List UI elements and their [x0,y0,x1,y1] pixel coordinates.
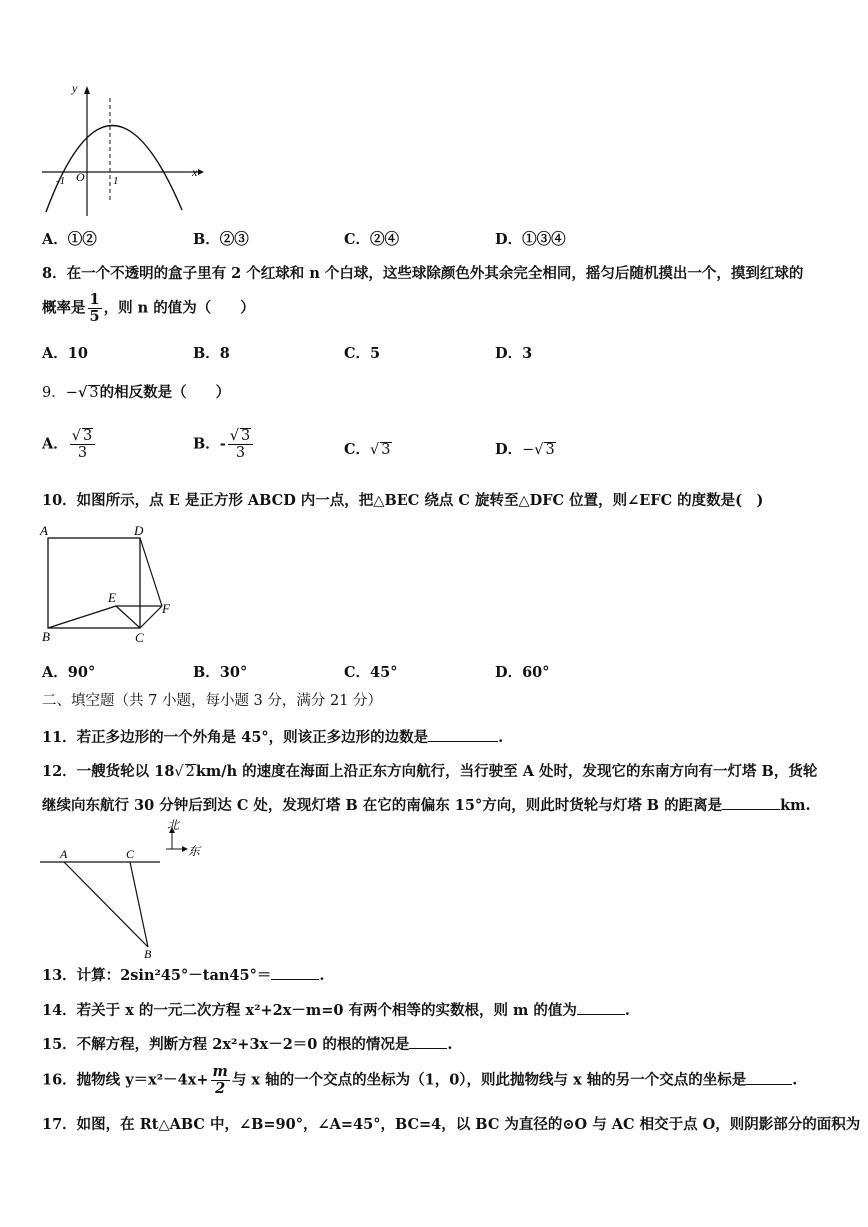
q10-option-a: A．90° [42,664,96,681]
q10-label-b: B [42,629,50,644]
q8-option-c: C．5 [344,345,381,362]
q9-option-d: D．−√ 3 [495,441,555,458]
q17-question: 17．如图，在 Rt△ABC 中，∠B=90°，∠A=45°，BC=4，以 BC 为直径的⊙O 与 AC 相交于点 O，则阴影部分的面积为 [42,1116,861,1133]
q12-question-line2: 继续向东航行 30 分钟后到达 C 处，发现灯塔 B 在它的南偏东 15°方向，则此时货轮与灯塔 B 的距离是 km. [42,797,811,814]
q14-question: 14．若关于 x 的一元二次方程 x²+2x－m=0 有两个相等的实数根，则 m 的值为 . [42,1002,630,1019]
q10-label-d: D [134,523,144,538]
q10-option-d: D．60° [495,664,550,681]
q10-question: 10．如图所示，点 E 是正方形 ABCD 内一点，把△BEC 绕点 C 旋转至△DFC 位置，则∠EFC 的度数是( ) [42,492,764,509]
q12-label-b: B [144,947,152,960]
graph-label-x: x [192,165,198,179]
q8-question-line1: 8．在一个不透明的盒子里有 2 个红球和 n 个白球，这些球除颜色外其余完全相同，摇匀后随机摸出一个，摸到红球的 [42,265,804,282]
q10-option-b: B．30° [193,664,248,681]
q16-question: 16．抛物线 y＝x²－4x+ $\frac{m}{2}$ 与 x 轴的一个交点的坐标为（1，0），则此抛物线与 x 轴的另一个交点的坐标是 . [42,1063,798,1097]
q15-question: 15．不解方程，判断方程 2x²+3x－2＝0 的根的情况是 . [42,1036,453,1053]
q8-question-line2: 概率是 $\frac{1}{5}$ ，则 n 的值为（ ） [42,291,255,325]
graph-label-neg1: -1 [56,175,66,187]
q7-option-d: D．①③④ [495,231,566,248]
q12-question-line1: 12．一艘货轮以 18√ 2km/h 的速度在海面上沿正东方向航行，当行驶至 A 处时，发现它的东南方向有一灯塔 B，货轮 [42,763,818,780]
q8-option-a: A．10 [42,345,88,362]
q10-label-c: C [135,630,144,645]
q7-option-a: A．①② [42,231,97,248]
q12-label-a: A [60,847,68,861]
q10-label-a: A [40,523,48,538]
q12-label-east: 东 [188,844,201,858]
q9-option-a: A． $\frac{√ 3}{3}$ [42,428,97,461]
q7-option-b: B．②③ [193,231,249,248]
q9-question: 9．−√ 3的相反数是（ ） [42,384,231,401]
q12-label-c: C [126,847,135,861]
graph-label-y: y [72,81,78,95]
q10-label-f: F [162,601,170,616]
q13-question: 13．计算：2sin²45°－tan45°＝ . [42,967,325,984]
q7-option-c: C．②④ [344,231,400,248]
q11-question: 11．若正多边形的一个外角是 45°，则该正多边形的边数是 . [42,729,504,746]
q12-ship-figure [36,815,216,960]
q12-label-north: 北 [167,818,180,832]
q10-label-e: E [108,590,116,605]
q10-option-c: C．45° [344,664,398,681]
q9-option-b: B．- $\frac{√ 3}{3}$ [193,428,255,461]
section-title-fill-blank: 二、填空题（共 7 小题，每小题 3 分，满分 21 分） [42,693,383,709]
q8-option-b: B．8 [193,345,230,362]
q10-square-figure [36,520,186,650]
q8-option-d: D．3 [495,345,533,362]
q9-option-c: C．√ 3 [344,441,391,458]
graph-label-one: 1 [113,175,119,187]
graph-label-origin: O [76,170,85,184]
q7-parabola-graph [38,80,208,220]
